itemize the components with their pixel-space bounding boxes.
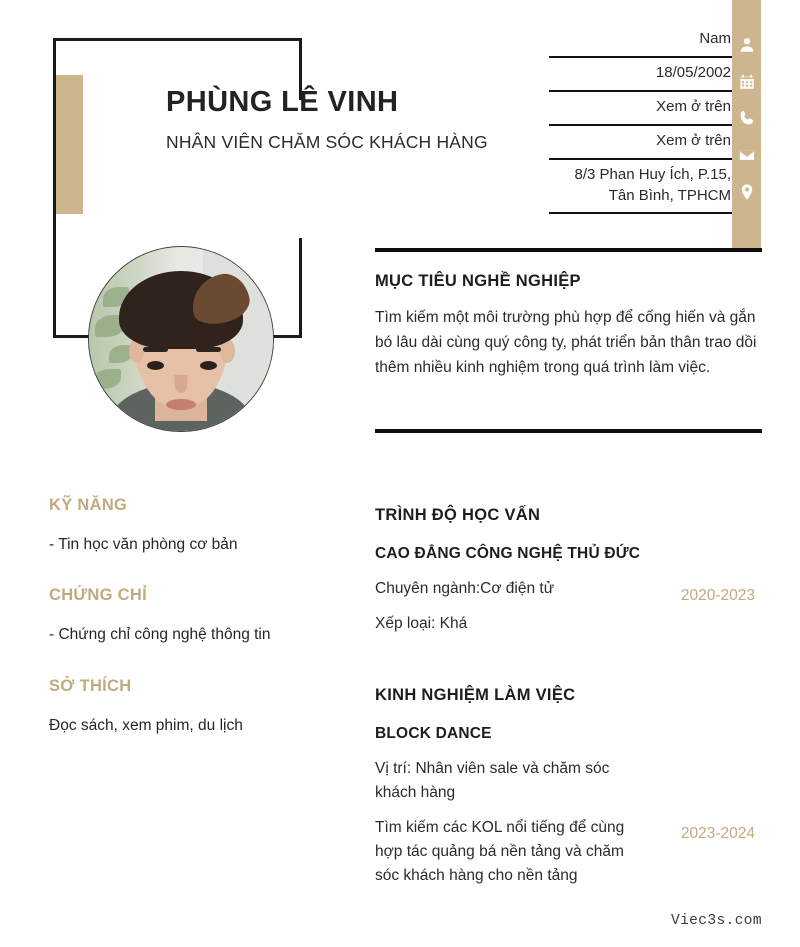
education-major: Chuyên ngành:Cơ điện tử [375,580,555,597]
mail-icon [738,146,756,164]
experience-title: KINH NGHIỆM LÀM VIỆC [375,686,576,704]
person-icon [738,36,756,54]
sidebar-text-certificates: - Chứng chỉ công nghệ thông tin [49,626,271,644]
education-section [375,506,762,636]
avatar-eyebrow [196,347,221,352]
site-watermark: Viec3s.com [670,913,762,929]
accent-bar [56,75,83,214]
avatar-eyebrow [143,347,168,352]
experience-description: Tìm kiếm các KOL nổi tiếng để cùng hợp tác quảng bá nền tảng và chăm sóc khách hàng cho nền tảng [375,819,625,885]
sidebar-text-skills: - Tin học văn phòng cơ bản [49,536,238,553]
page-title: PHÙNG LÊ VINH [166,86,399,118]
sidebar [49,496,349,737]
phone-icon [738,109,756,127]
contact-row-gender: Nam [549,24,732,58]
sidebar-heading-certificates: CHỨNG CHỈ [49,586,147,605]
contact-block [549,24,732,214]
experience-section [375,686,762,888]
name-group [166,86,546,153]
experience-entry [375,725,762,888]
avatar-nose [175,375,188,393]
contact-row-email: Xem ở trên [549,126,732,160]
contact-row-birthdate: 18/05/2002 [549,58,732,92]
education-date-range: 2020-2023 [680,587,755,604]
experience-org: BLOCK DANCE [375,725,492,742]
avatar-eye [200,361,217,370]
job-title: NHÂN VIÊN CHĂM SÓC KHÁCH HÀNG [166,132,488,153]
objective-title: MỤC TIÊU NGHỀ NGHIỆP [375,272,581,290]
experience-position: Vị trí: Nhân viên sale và chăm sóc khách hàng [375,760,610,802]
objective-divider-rule [375,429,762,433]
sidebar-text-interests: Đọc sách, xem phim, du lịch [49,716,243,734]
education-title: TRÌNH ĐỘ HỌC VẤN [375,506,541,524]
education-entry-body [375,577,645,636]
contact-row-phone: Xem ở trên [549,92,732,126]
education-entry [375,545,762,636]
education-org: CAO ĐẲNG CÔNG NGHỆ THỦ ĐỨC [375,545,641,562]
avatar-eye [147,361,164,370]
contact-row-address: 8/3 Phan Huy Ích, P.15, Tân Bình, TPHCM [549,160,732,214]
photo-frame-top-edge [53,38,302,41]
sidebar-heading-interests: SỞ THÍCH [49,676,132,695]
avatar [88,246,274,432]
calendar-icon [738,73,756,91]
header-divider-rule [375,248,762,252]
avatar-mouth [166,399,196,410]
experience-date-range: 2023-2024 [680,825,755,842]
objective-section [375,272,762,380]
photo-frame-right-edge-lower [299,238,302,338]
sidebar-heading-skills: KỸ NĂNG [49,496,128,514]
objective-text: Tìm kiếm một môi trường phù hợp để cống hiến và gắn bó lâu dài cùng quý công ty, phát triển bản thân trao dồi thêm nhiều kinh nghiệm trong quá trình làm việc. [375,309,757,377]
location-icon [738,183,756,201]
education-grade: Xếp loại: Khá [375,615,468,633]
experience-entry-body [375,757,645,888]
contact-icon-strip [732,0,761,250]
